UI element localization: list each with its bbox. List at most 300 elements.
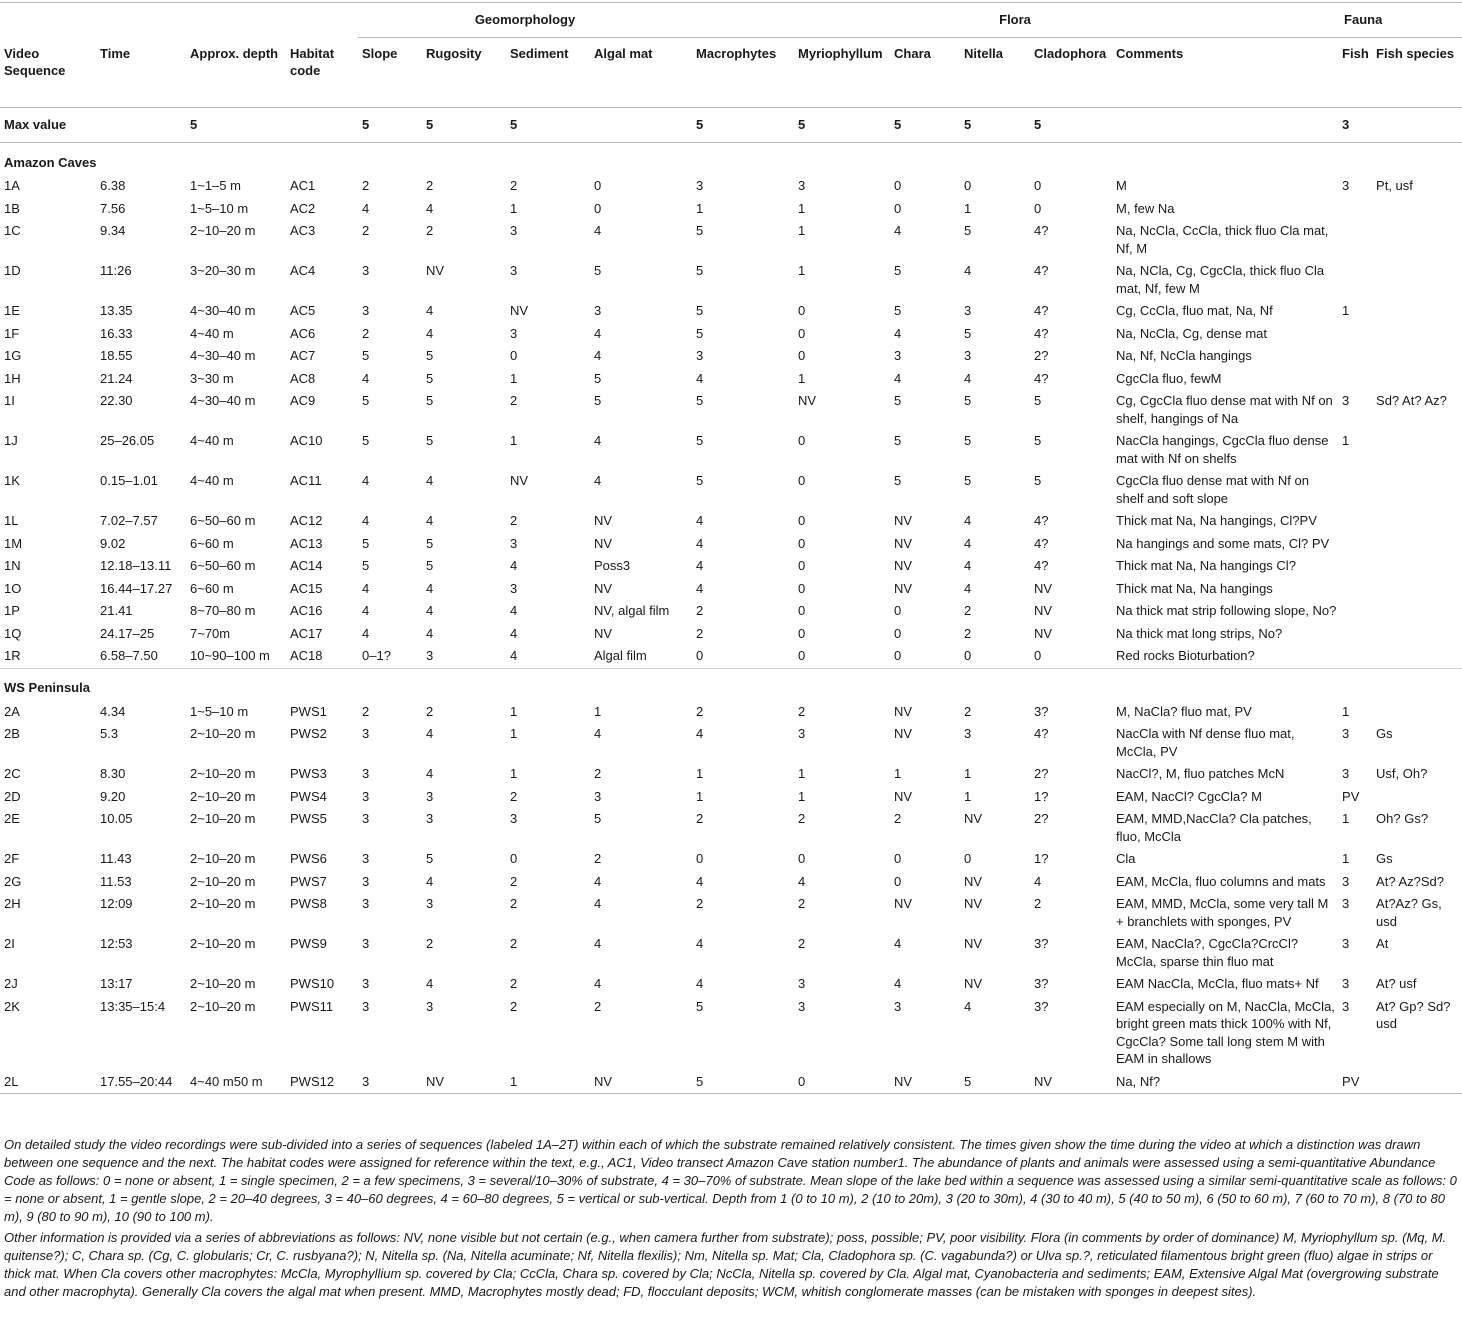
table-cell: 2: [696, 896, 704, 911]
table-cell: 1: [510, 703, 518, 719]
table-cell: 5: [696, 1073, 704, 1089]
table-cell: 3: [1342, 976, 1350, 991]
table-cell: 1D: [4, 263, 21, 278]
table-cell: 3: [594, 788, 602, 804]
col-myriophyllum: Myriophyllum: [798, 46, 883, 61]
col-macrophytes: Macrophytes: [696, 46, 777, 61]
table-row: [0, 300, 1462, 323]
table-cell: PV: [1342, 1073, 1360, 1089]
group-header-row: [0, 3, 1462, 38]
table-row: [0, 600, 1462, 623]
table-cell: 2~10–20 m: [190, 976, 256, 991]
table-cell: 8~70–80 m: [190, 603, 256, 618]
table-cell: 2H: [4, 896, 21, 911]
table-cell: 5: [1034, 393, 1042, 408]
table-row: [0, 723, 1462, 763]
table-cell: 7~70m: [190, 625, 231, 641]
col-habitat: Habitat code: [290, 45, 335, 78]
table-cell: Na, Nf, NcCla hangings: [1116, 348, 1252, 363]
table-cell: 11:26: [100, 263, 132, 278]
table-cell: NV: [1034, 625, 1053, 641]
max-value-row: [0, 108, 1462, 143]
table-cell: 3: [426, 788, 434, 804]
table-cell: 5: [1034, 473, 1042, 488]
table-cell: 0: [894, 648, 902, 663]
table-cell: 1B: [4, 200, 20, 216]
table-cell: 18.55: [100, 348, 133, 363]
table-cell: 4: [696, 513, 704, 528]
table-cell: 1: [510, 200, 518, 216]
table-cell: 2~10–20 m: [190, 766, 256, 781]
table-cell: 6.38: [100, 178, 126, 193]
table-cell: 4: [362, 370, 370, 386]
table-cell: 1K: [4, 473, 20, 488]
table-cell: Algal film: [594, 648, 647, 663]
table-body: [0, 143, 1462, 1094]
table-cell: [1338, 510, 1372, 533]
table-cell: 1P: [4, 603, 20, 618]
table-cell: 4: [594, 223, 602, 238]
table-cell: 4: [964, 513, 972, 528]
table-cell: NacCla with Nf dense fluo mat, McCla, PV: [1116, 726, 1295, 759]
table-cell: 0: [894, 178, 902, 193]
table-row: [0, 623, 1462, 646]
table-cell: 3: [510, 580, 518, 596]
max-nitella: 5: [964, 117, 972, 133]
table-cell: [1372, 470, 1462, 510]
table-cell: 4: [362, 473, 370, 488]
table-row: [0, 786, 1462, 809]
table-cell: 1Q: [4, 625, 22, 641]
table-cell: 5: [964, 223, 972, 238]
table-cell: PWS2: [290, 726, 327, 741]
table-cell: 9.02: [100, 535, 126, 551]
table-cell: 1N: [4, 558, 21, 573]
table-cell: 4?: [1034, 370, 1049, 386]
table-row: [0, 763, 1462, 786]
table-cell: 4: [510, 648, 518, 663]
table-cell: 1R: [4, 648, 21, 663]
table-cell: 0: [594, 178, 602, 193]
table-cell: NV: [510, 473, 529, 488]
table-cell: 5: [696, 998, 704, 1014]
table-cell: 4: [426, 976, 434, 991]
table-cell: 2J: [4, 976, 18, 991]
table-cell: [1372, 555, 1462, 578]
table-cell: [1372, 323, 1462, 346]
table-cell: 0: [696, 851, 704, 866]
table-cell: 2: [964, 703, 972, 719]
table-cell: 4: [426, 726, 434, 741]
table-cell: [1338, 600, 1372, 623]
table-cell: 2: [594, 766, 602, 781]
max-sediment: 5: [510, 117, 518, 133]
table-cell: NV: [894, 535, 913, 551]
group-fauna: Fauna: [1338, 3, 1462, 38]
table-cell: NV: [594, 513, 613, 528]
table-cell: 4: [510, 603, 518, 618]
col-time: Time: [100, 45, 131, 61]
table-cell: 1~5–10 m: [190, 703, 249, 719]
col-fish: Fish: [1342, 46, 1369, 61]
table-cell: 4: [426, 580, 434, 596]
table-cell: NV: [594, 625, 613, 641]
table-cell: Gs: [1376, 851, 1393, 866]
table-cell: 1: [1342, 851, 1350, 866]
table-cell: NV: [894, 896, 913, 911]
table-row: [0, 578, 1462, 601]
table-cell: 2: [696, 603, 704, 618]
table-cell: AC9: [290, 393, 316, 408]
table-cell: 5: [426, 535, 434, 551]
max-chara: 5: [894, 117, 902, 133]
col-algal: Algal mat: [594, 46, 653, 61]
table-cell: PWS9: [290, 936, 327, 951]
table-cell: 4: [696, 936, 704, 951]
table-cell: 0: [894, 603, 902, 618]
table-cell: 3: [964, 303, 972, 318]
table-cell: 3: [894, 348, 902, 363]
table-cell: 4: [426, 325, 434, 341]
table-cell: 0: [798, 851, 806, 866]
table-cell: 9.34: [100, 223, 126, 238]
max-myriophyllum: 5: [798, 117, 806, 133]
table-cell: 4: [894, 370, 902, 386]
table-cell: 5: [696, 473, 704, 488]
table-cell: 4: [1034, 873, 1042, 889]
table-cell: AC10: [290, 433, 323, 448]
table-cell: 5: [594, 811, 602, 826]
table-cell: NV: [426, 263, 445, 278]
table-cell: 4: [510, 625, 518, 641]
table-cell: 1: [798, 788, 806, 804]
table-cell: 0: [798, 473, 806, 488]
table-cell: 4: [510, 558, 518, 573]
table-cell: 13.35: [100, 303, 133, 318]
table-cell: 3: [696, 178, 704, 193]
table-cell: 4: [894, 976, 902, 991]
table-cell: 1J: [4, 433, 18, 448]
table-cell: 0: [798, 535, 806, 551]
table-cell: 2: [362, 703, 370, 719]
table-cell: [1338, 470, 1372, 510]
max-rugosity: 5: [426, 117, 434, 133]
table-cell: 12.18–13.11: [100, 558, 172, 573]
table-cell: 4: [426, 513, 434, 528]
table-cell: 0: [798, 325, 806, 341]
table-cell: EAM, MMD,NacCla? Cla patches, fluo, McCla: [1116, 811, 1312, 844]
table-cell: 2: [510, 788, 518, 804]
table-footnotes: [4, 1136, 1458, 1304]
table-cell: 3: [1342, 936, 1350, 951]
table-cell: 2: [594, 851, 602, 866]
table-cell: 2?: [1034, 811, 1049, 826]
table-cell: 4?: [1034, 263, 1049, 278]
table-cell: AC8: [290, 370, 316, 386]
table-cell: 4: [594, 325, 602, 341]
table-cell: 1: [964, 766, 972, 781]
table-cell: 5: [696, 433, 704, 448]
table-cell: 5: [594, 393, 602, 408]
table-cell: 1: [696, 200, 704, 216]
table-cell: 3: [964, 726, 972, 741]
table-cell: NV: [964, 896, 983, 911]
table-cell: 4: [696, 535, 704, 551]
table-cell: 0: [894, 873, 902, 889]
table-cell: 3: [362, 263, 370, 278]
table-cell: 5: [894, 433, 902, 448]
table-cell: 5: [964, 433, 972, 448]
table-cell: EAM, McCla, fluo columns and mats: [1116, 873, 1326, 889]
table-cell: 13:17: [100, 976, 133, 991]
table-cell: 2~10–20 m: [190, 788, 256, 804]
table-cell: 2: [798, 896, 806, 911]
table-cell: 2?: [1034, 766, 1049, 781]
table-row: [0, 345, 1462, 368]
table-cell: 0: [798, 580, 806, 596]
table-cell: NV: [894, 580, 913, 596]
table-cell: 1: [594, 703, 602, 719]
col-video: Video Sequence: [4, 45, 66, 78]
table-cell: CgcCla fluo dense mat with Nf on shelf and soft slope: [1116, 473, 1309, 506]
table-cell: PWS11: [290, 998, 334, 1014]
table-cell: 3~20–30 m: [190, 263, 256, 278]
table-cell: 5: [894, 303, 902, 318]
table-cell: [1372, 260, 1462, 300]
table-cell: AC1: [290, 178, 316, 193]
table-row: [0, 175, 1462, 198]
table-row: [0, 368, 1462, 391]
table-cell: AC17: [290, 625, 323, 641]
table-cell: 1: [1342, 811, 1350, 826]
table-cell: [1338, 623, 1372, 646]
table-cell: PWS6: [290, 851, 327, 866]
table-cell: 1: [798, 200, 806, 216]
table-cell: Gs: [1376, 726, 1393, 741]
table-cell: 3: [426, 648, 434, 663]
table-cell: 21.24: [100, 370, 133, 386]
table-cell: 2~10–20 m: [190, 223, 256, 238]
table-cell: 1?: [1034, 788, 1049, 804]
max-label: Max value: [4, 117, 67, 133]
table-cell: 5: [696, 393, 704, 408]
table-cell: NV: [894, 558, 913, 573]
table-cell: Na, NcCla, Cg, dense mat: [1116, 325, 1268, 341]
table-cell: PV: [1342, 788, 1360, 804]
table-cell: 3: [1342, 766, 1350, 781]
table-cell: 4: [594, 348, 602, 363]
table-cell: 5: [894, 473, 902, 488]
table-cell: 4: [362, 200, 370, 216]
table-cell: 3?: [1034, 936, 1049, 951]
table-cell: 4: [964, 580, 972, 596]
table-cell: 2: [696, 625, 704, 641]
table-cell: 4: [894, 936, 902, 951]
table-cell: AC14: [290, 558, 323, 573]
table-cell: [1372, 533, 1462, 556]
table-cell: Poss3: [594, 558, 631, 573]
table-cell: PWS3: [290, 766, 327, 781]
table-cell: PWS12: [290, 1073, 335, 1089]
table-cell: 4?: [1034, 513, 1049, 528]
table-cell: 11.53: [100, 873, 132, 889]
table-cell: 1: [798, 263, 806, 278]
table-cell: 2: [510, 393, 518, 408]
table-cell: 4: [594, 936, 602, 951]
table-cell: 0: [894, 200, 902, 216]
table-cell: 5: [426, 433, 434, 448]
table-cell: 4: [594, 896, 602, 911]
table-cell: [1372, 623, 1462, 646]
table-cell: [1372, 600, 1462, 623]
table-cell: PWS4: [290, 788, 327, 804]
col-slope: Slope: [362, 46, 398, 61]
table-cell: 2: [426, 223, 434, 238]
table-cell: 2: [798, 703, 806, 719]
table-cell: 2: [510, 178, 518, 193]
table-cell: 5: [426, 851, 434, 866]
table-row: [0, 198, 1462, 221]
table-row: [0, 808, 1462, 848]
table-cell: At?Az? Gs, usd: [1376, 896, 1442, 929]
table-cell: 2~10–20 m: [190, 896, 256, 911]
table-cell: NV: [798, 393, 817, 408]
table-cell: [1338, 368, 1372, 391]
table-cell: 5: [964, 393, 972, 408]
table-cell: 0: [798, 603, 806, 618]
table-row: [0, 848, 1462, 871]
table-cell: 2: [426, 703, 434, 719]
table-cell: 0: [798, 558, 806, 573]
table-cell: 4: [426, 625, 434, 641]
table-cell: 5.3: [100, 726, 119, 741]
table-cell: NV: [894, 1073, 913, 1089]
table-cell: NacCla hangings, CgcCla fluo dense mat with Nf on shelfs: [1116, 433, 1329, 466]
table-cell: 2G: [4, 873, 22, 889]
table-cell: 1~5–10 m: [190, 200, 249, 216]
table-cell: AC6: [290, 325, 316, 341]
table-cell: 12:53: [100, 936, 133, 951]
footnote-1: On detailed study the video recordings were sub-divided into a series of sequences (labeled 1A–2T) within each of which the substrate remained relatively consistent. The times given show the time during the video at which a distinction was drawn between one sequence and the next. The habitat codes were assigned for reference within the text, e.g., AC1, Video transect Amazon Cave station number1. The abundance of plants and animals were assessed using a semi-quantitative Abundance Code as follows: 0 = none or absent, 1 = single specimen, 2 = a few specimens, 3 = several/10–30% of substrate, 4 = 30–70% of substrate. Mean slope of the lake bed within a sequence was assessed using a similar semi-quantitative scale as follows: 0 = none or absent, 1 = gentle slope, 2 = 20–40 degrees, 3 = 40–60 degrees, 4 = 60–80 degrees, 5 = vertical or sub-vertical. Depth from 1 (0 to 10 m), 2 (10 to 20m), 3 (20 to 30m), 4 (30 to 40 m), 5 (40 to 50 m), 6 (50 to 60 m), 7 (60 to 70 m), 8 (70 to 80 m), 9 (80 to 90 m), 10 (90 to 100 m).: [4, 1137, 1457, 1224]
table-cell: 7.02–7.57: [100, 513, 158, 528]
table-cell: Thick mat Na, Na hangings Cl?: [1116, 558, 1296, 573]
table-cell: 5: [894, 263, 902, 278]
table-cell: 3: [1342, 998, 1350, 1014]
table-cell: 1: [1342, 303, 1350, 318]
max-depth: 5: [190, 117, 198, 133]
table-row: [0, 871, 1462, 894]
table-cell: NV: [894, 513, 913, 528]
table-cell: [1338, 555, 1372, 578]
table-cell: 9.20: [100, 788, 126, 804]
table-cell: 2C: [4, 766, 21, 781]
table-cell: 1: [696, 766, 704, 781]
table-cell: 16.44–17.27: [100, 580, 173, 596]
table-cell: AC11: [290, 473, 322, 488]
table-row: [0, 220, 1462, 260]
table-cell: 5: [696, 223, 704, 238]
table-cell: 3: [362, 896, 370, 911]
table-cell: 0: [798, 433, 806, 448]
table-cell: 3?: [1034, 703, 1049, 719]
table-cell: 2: [1034, 896, 1042, 911]
table-cell: 2B: [4, 726, 20, 741]
table-cell: 1: [798, 370, 806, 386]
table-cell: 4~40 m: [190, 473, 234, 488]
table-cell: Na, NcCla, CcCla, thick fluo Cla mat, Nf, M: [1116, 223, 1329, 256]
table-cell: 5: [362, 433, 370, 448]
table-cell: 3?: [1034, 998, 1049, 1014]
table-cell: 4: [696, 558, 704, 573]
table-cell: 1G: [4, 348, 22, 363]
table-cell: 2~10–20 m: [190, 811, 256, 826]
table-cell: 2: [362, 178, 370, 193]
table-cell: 0: [1034, 178, 1042, 193]
table-cell: AC3: [290, 223, 316, 238]
table-cell: 1: [510, 766, 518, 781]
table-cell: 0: [594, 200, 602, 216]
table-cell: 2~10–20 m: [190, 873, 256, 889]
table-cell: 10.05: [100, 811, 133, 826]
table-cell: 1: [964, 788, 972, 804]
table-cell: [1338, 323, 1372, 346]
table-cell: 8.30: [100, 766, 126, 781]
table-cell: 2: [964, 603, 972, 618]
table-cell: PWS7: [290, 873, 327, 889]
table-cell: 2L: [4, 1073, 19, 1089]
table-cell: 2: [510, 936, 518, 951]
table-cell: NacCl?, M, fluo patches McN: [1116, 766, 1285, 781]
column-header-row: [0, 38, 1462, 108]
table-cell: 0.15–1.01: [100, 473, 158, 488]
table-cell: 4?: [1034, 726, 1049, 741]
col-comments: Comments: [1116, 46, 1184, 61]
table-cell: [1372, 220, 1462, 260]
table-cell: 3: [964, 348, 972, 363]
table-row: [0, 1071, 1462, 1094]
table-cell: Na hangings and some mats, Cl? PV: [1116, 535, 1330, 551]
table-cell: 4?: [1034, 535, 1049, 551]
table-cell: NV: [1034, 603, 1053, 618]
table-cell: 3: [1342, 393, 1350, 408]
table-cell: 7.56: [100, 200, 126, 216]
table-cell: Na thick mat strip following slope, No?: [1116, 603, 1337, 618]
table-cell: [1372, 300, 1462, 323]
table-cell: 3: [510, 535, 518, 551]
table-cell: [1372, 368, 1462, 391]
table-cell: AC13: [290, 535, 323, 551]
table-cell: 0: [798, 303, 806, 318]
table-cell: [1372, 1071, 1462, 1094]
table-cell: [1372, 198, 1462, 221]
table-cell: 2K: [4, 998, 20, 1014]
table-cell: 4?: [1034, 558, 1049, 573]
table-cell: 22.30: [100, 393, 133, 408]
table-cell: 5: [426, 558, 434, 573]
table-cell: 1~1–5 m: [190, 178, 241, 193]
table-cell: 5: [426, 370, 434, 386]
table-cell: PWS8: [290, 896, 327, 911]
table-cell: [1338, 578, 1372, 601]
table-cell: 0: [798, 513, 806, 528]
table-cell: [1372, 430, 1462, 470]
table-cell: 2: [798, 811, 806, 826]
table-cell: Red rocks Bioturbation?: [1116, 648, 1255, 663]
table-cell: Na, Nf?: [1116, 1073, 1161, 1089]
table-cell: AC4: [290, 263, 316, 278]
table-cell: 3: [510, 325, 518, 341]
table-row: [0, 510, 1462, 533]
